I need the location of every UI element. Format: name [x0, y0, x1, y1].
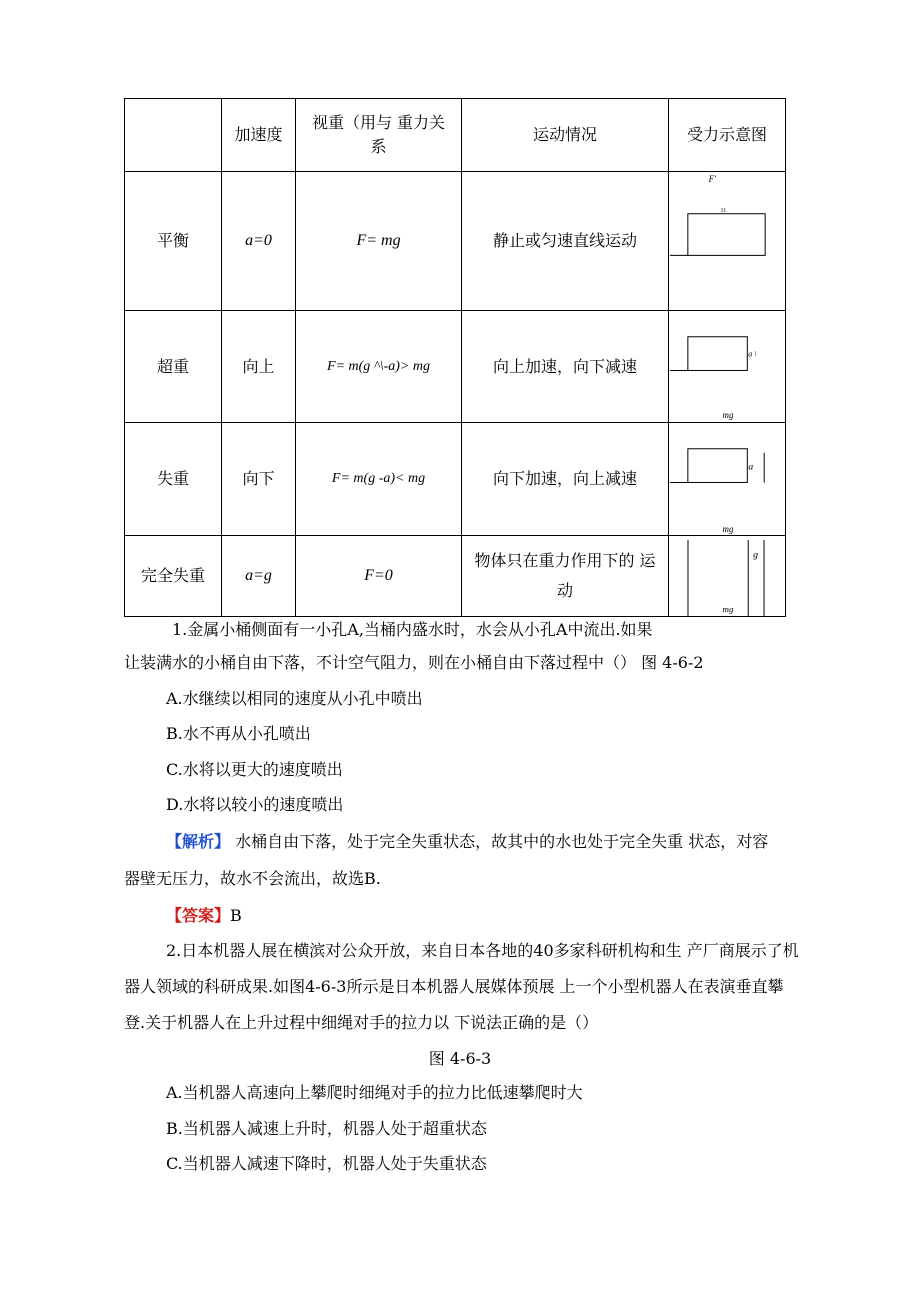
apparent-weight-cell: F= mg [296, 172, 462, 311]
q1-analysis-line2: 器壁无压力，故水不会流出，故选B. [124, 869, 381, 888]
header-cell: 受力示意图 [669, 99, 786, 172]
q1-option-d: D.水将以较小的速度喷出 [166, 795, 344, 814]
force-diagram-cell [669, 423, 786, 536]
table-row [125, 172, 786, 311]
q1-stem-line1: 1.金属小桶侧面有一小孔A,当桶内盛水时，水会从小孔A中流出.如果 [172, 620, 653, 639]
q2-stem-line2: 器人领域的科研成果.如图4-6-3所示是日本机器人展媒体预展 上一个小型机器人在表演垂直攀 [124, 977, 784, 996]
header-cell: 运动情况 [462, 99, 669, 172]
q2-figure-caption: 图 4-6-3 [428, 1049, 492, 1068]
motion-cell: 静止或匀速直线运动 [462, 172, 669, 311]
header-cell: 视重（用与 重力关系 [296, 99, 462, 172]
diagram-label: mg [722, 524, 734, 535]
force-diagram-overweight [669, 311, 785, 422]
answer-tag: 【答案】 [166, 906, 231, 925]
apparent-weight-cell: F=0 [296, 536, 462, 617]
q2-option-c: C.当机器人减速下降时，机器人处于失重状态 [166, 1154, 487, 1173]
force-diagram-cell [669, 172, 786, 311]
motion-cell: 向上加速，向下减速 [462, 311, 669, 423]
accel-cell: 向上 [222, 311, 296, 423]
state-cell: 失重 [125, 423, 222, 536]
apparent-weight-cell: F= m(g -a)< mg [296, 423, 462, 536]
accel-cell: a=g [222, 536, 296, 617]
force-diagram-weightless [669, 423, 785, 535]
force-diagram-cell [669, 536, 786, 617]
answer-value: B [230, 906, 242, 925]
table-row [125, 536, 786, 617]
motion-cell: 向下加速，向上减速 [462, 423, 669, 536]
q1-stem-line2: 让装满水的小桶自由下落，不计空气阻力，则在小桶自由下落过程中（） 图 4-6-2 [124, 653, 704, 672]
diagram-label: 11 [720, 207, 727, 214]
accel-cell: 向下 [222, 423, 296, 536]
state-cell: 完全失重 [125, 536, 222, 617]
state-cell: 超重 [125, 311, 222, 423]
header-cell [125, 99, 222, 172]
table-row [125, 423, 786, 536]
diagram-label: F' [708, 174, 717, 185]
diagram-label: mg [722, 604, 734, 615]
force-diagram-cell [669, 311, 786, 423]
q1-option-b: B.水不再从小孔喷出 [166, 724, 311, 743]
overweight-summary-table [124, 98, 786, 617]
diagram-label: g [753, 549, 759, 561]
motion-cell: 物体只在重力作用下的 运动 [462, 536, 669, 617]
apparent-weight-cell: F= m(g ^\-a)> mg [296, 311, 462, 423]
table-row [125, 311, 786, 423]
q2-stem-line1: 2.日本机器人展在横滨对公众开放，来自日本各地的40多家科研机构和生 产厂商展示了机 [166, 941, 799, 960]
accel-cell: a=0 [222, 172, 296, 311]
q1-answer [166, 905, 242, 927]
q2-stem-line3: 登.关于机器人在上升过程中细绳对手的拉力以 下说法正确的是（） [124, 1013, 599, 1032]
q2-option-a: A.当机器人高速向上攀爬时细绳对手的拉力比低速攀爬时大 [166, 1083, 583, 1102]
q1-option-a: A.水继续以相同的速度从小孔中喷出 [166, 689, 423, 708]
diagram-label: a [748, 461, 754, 473]
force-diagram-balance [669, 172, 785, 310]
analysis-tag: 【解析】 [166, 832, 231, 851]
analysis-text: 水桶自由下落，处于完全失重状态，故其中的水也处于完全失重 状态，对容 [230, 832, 769, 851]
diagram-label: mg [722, 410, 734, 421]
state-cell: 平衡 [125, 172, 222, 311]
table-header-row [125, 99, 786, 172]
diagram-label: a \ [748, 349, 757, 359]
header-cell: 加速度 [222, 99, 296, 172]
q1-option-c: C.水将以更大的速度喷出 [166, 760, 343, 779]
q1-analysis-line1 [166, 831, 768, 853]
q2-option-b: B.当机器人减速上升时，机器人处于超重状态 [166, 1119, 487, 1138]
force-diagram-complete-weightless [669, 536, 785, 616]
